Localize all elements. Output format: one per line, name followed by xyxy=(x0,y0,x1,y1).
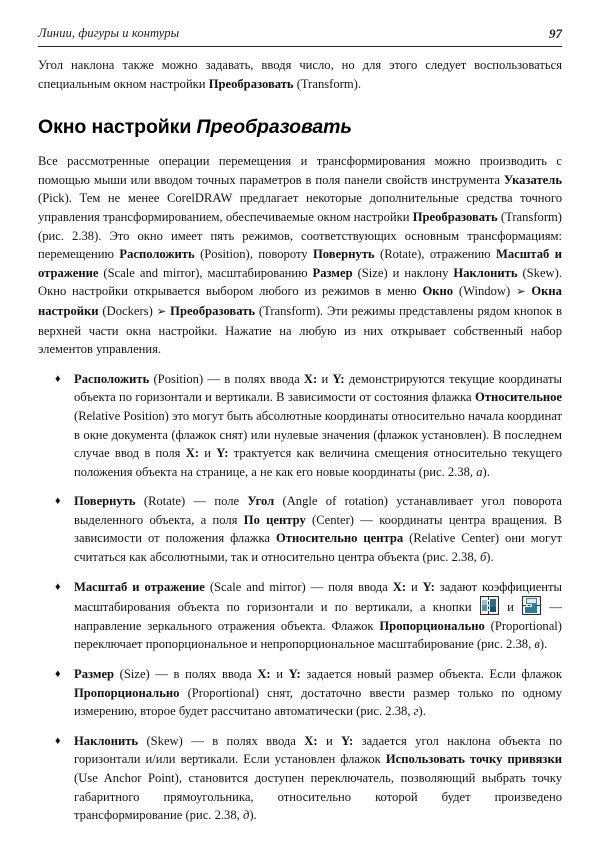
main-bold-8: Окно xyxy=(422,284,454,299)
running-head xyxy=(38,26,562,48)
bullet-bold-3: По центру xyxy=(243,512,306,527)
bullet-seg-5: ). xyxy=(418,704,426,719)
bullet-seg-2: и xyxy=(317,371,333,386)
main-bold-4: Повернуть xyxy=(313,247,375,262)
main-paragraph xyxy=(38,152,562,359)
bullet-seg-3: задается угол наклона объекта по горизонтали и/или вертикали. Если установлен флажок xyxy=(74,733,562,767)
diamond-bullet-icon: ♦ xyxy=(55,580,61,593)
bullet-seg-4: (Relative Position) это могут быть абсолютные координаты относительно начала координат в окне документа (флажок снят) или нулевые значения (флажок установлен). В последнем случае ввод в поля xyxy=(74,408,562,461)
main-bold-6: Размер xyxy=(312,265,353,280)
bullet-seg-6: трактуется как величина смещения относительно текущего положения объекта на странице, а не как его новые координаты (рис. 2.38, xyxy=(74,446,562,479)
main-seg-8: (Skew). Окно настройки открывается выбором любого из режимов в меню xyxy=(38,265,562,299)
main-seg-9: (Window) xyxy=(453,284,516,299)
figure-letter: а xyxy=(476,464,483,479)
bullet-seg-3: (Center) — координаты центра вращения. В зависимости от положения флажка xyxy=(74,512,562,546)
main-seg-5: (Rotate), отражению xyxy=(374,247,496,262)
intro-paragraph xyxy=(38,56,562,93)
bullet-seg-5: ). xyxy=(249,808,257,823)
y-field-label: Y: xyxy=(422,579,435,594)
intro-text-before: Угол наклона также можно задавать, вводя число, но для этого следует воспользоваться специальным окном настройки xyxy=(38,58,562,91)
bullet-bold-2: Пропорционально xyxy=(379,618,485,633)
main-bold-3: Расположить xyxy=(119,247,195,262)
main-seg-2: (Pick). Тем не менее CorelDRAW предлагает некоторые дополнительные средства точного управления трансформированием, обеспечиваемые окном настройки xyxy=(38,191,562,224)
transform-modes-list xyxy=(38,370,562,825)
menu-arrow-icon-2: ➢ xyxy=(156,305,167,318)
header-divider xyxy=(38,46,562,47)
figure-letter: г xyxy=(413,704,419,719)
intro-text-after: (Transform). xyxy=(293,76,361,91)
list-item xyxy=(38,665,562,721)
mirror-axis xyxy=(488,597,489,614)
x-field-label-2: X: xyxy=(185,446,200,461)
x-field-label: X: xyxy=(392,579,407,594)
x-field-label: X: xyxy=(257,667,271,682)
diamond-bullet-icon: ♦ xyxy=(55,668,61,681)
main-bold-1: Указатель xyxy=(503,172,562,187)
y-field-label: Y: xyxy=(341,733,354,748)
main-seg-13: (Transform). Эти режимы представлены рядом кнопок в верхней части окна настройки. Нажатие на любую из них открывает собственный набор элементов управления. xyxy=(38,303,562,357)
y-field-label: Y: xyxy=(288,667,301,682)
bullet-bold-2: Использовать точку привязки xyxy=(385,752,562,767)
mirror-vertical-icon xyxy=(522,596,541,615)
figure-letter: б xyxy=(479,550,487,565)
main-seg-7: (Size) и наклону xyxy=(352,265,454,280)
bullet-seg-2: и xyxy=(317,733,342,748)
bullet-seg-7: ). xyxy=(539,637,548,652)
page-number: 97 xyxy=(549,26,562,41)
main-bold-10: Преобразовать xyxy=(170,303,256,318)
intro-bold-term: Преобразовать xyxy=(208,76,294,91)
bullet-seg-6: (Proportional) переключает пропорциональное и непропорциональное масштабирование (рис. 2.38, xyxy=(74,618,562,652)
section-heading xyxy=(38,115,562,139)
bullet-seg-2: и xyxy=(406,579,423,594)
mirror-shape-right xyxy=(490,599,496,612)
bullet-seg-7: ). xyxy=(482,464,490,479)
bullet-seg-1: (Position) — в полях ввода xyxy=(149,371,304,386)
main-bold-5: Масштаб и отражение xyxy=(38,247,563,280)
bullet-seg-5: ). xyxy=(486,550,494,565)
main-seg-4: (Position), повороту xyxy=(194,247,314,262)
main-seg-6: (Scale and mirror), масштабированию xyxy=(98,265,313,280)
bullet-seg-4: (Use Anchor Point), становится доступен переключатель, позволяющий выбрать точку габаритного прямоугольника, относительно которой будет произведено трансформирование (рис. 2.38, xyxy=(74,771,562,823)
main-seg-11: (Dockers) xyxy=(98,303,157,318)
bullet-seg-3: задается новый размер объекта. Если флажок xyxy=(300,667,562,682)
mirror-shape-bottom xyxy=(525,607,537,613)
bullet-term: Расположить xyxy=(74,371,150,386)
bullet-term: Повернуть xyxy=(74,494,136,509)
bullet-bold-2: Относительное xyxy=(474,390,562,405)
list-item xyxy=(38,370,562,482)
y-field-label: Y: xyxy=(332,371,345,386)
main-bold-2: Преобразовать xyxy=(412,209,498,224)
x-field-label: X: xyxy=(304,733,318,748)
bullet-bold-4: Относительно центра xyxy=(276,531,404,546)
heading-italic: Преобразовать xyxy=(196,116,352,139)
chapter-title: Линии, фигуры и контуры xyxy=(38,26,180,40)
y-field-label-2: Y: xyxy=(216,446,229,461)
x-field-label: X: xyxy=(303,371,318,386)
bullet-seg-5: и xyxy=(199,446,217,461)
figure-letter: в xyxy=(534,637,540,652)
figure-letter: д xyxy=(242,808,250,823)
heading-plain: Окно настройки xyxy=(38,116,197,139)
bullet-seg-2: (Angle of rotation) устанавливает угол поворота выделенного объекта, а поля xyxy=(74,494,562,527)
bullet-seg-4: (Proportional) снят, достаточно ввести размер только по одному измерению, второе будет рассчитано автоматически (рис. 2.38, xyxy=(74,685,562,719)
bullet-seg-1: (Skew) — в полях ввода xyxy=(138,733,305,748)
main-bold-9: Окна настройки xyxy=(38,284,562,318)
bullet-seg-4: и xyxy=(499,600,522,615)
bullet-seg-1: (Size) — в полях ввода xyxy=(114,667,258,682)
bullet-seg-2: и xyxy=(270,667,289,682)
bullet-term: Наклонить xyxy=(74,733,139,748)
mirror-horizontal-icon xyxy=(480,596,499,615)
bullet-term: Масштаб и отражение xyxy=(74,579,205,594)
list-item xyxy=(38,578,562,654)
list-item xyxy=(38,492,562,566)
main-bold-7: Наклонить xyxy=(453,265,518,280)
bullet-seg-5: — направление зеркального отражения объекта. Флажок xyxy=(74,600,563,633)
bullet-seg-1: (Scale and mirror) — поля ввода xyxy=(204,579,393,594)
diamond-bullet-icon: ♦ xyxy=(55,372,61,385)
diamond-bullet-icon: ♦ xyxy=(55,734,61,747)
bullet-seg-4: (Relative Center) они могут считаться как абсолютными, так и относительно центра объекта (рис. 2.38, xyxy=(74,531,562,565)
bullet-seg-3: задают коэффициенты масштабирования объекта по горизонтали и по вертикали, а кнопки xyxy=(74,579,562,615)
diamond-bullet-icon: ♦ xyxy=(55,495,61,508)
main-seg-1: Все рассмотренные операции перемещения и трансформирования можно производить с помощью мыши или вводом точных параметров в поля панели свойств инструмента xyxy=(38,154,562,187)
list-item xyxy=(38,732,562,825)
mirror-shape-left xyxy=(482,600,487,611)
bullet-seg-1: (Rotate) — поле xyxy=(135,494,248,509)
text-column xyxy=(38,56,562,825)
bullet-term: Размер xyxy=(74,667,115,682)
bullet-bold-2: Угол xyxy=(247,494,275,509)
bullet-seg-3: демонстрируются текущие координаты объекта по горизонтали и вертикали. В зависимости от состояния флажка xyxy=(74,371,562,405)
bullet-bold-2: Пропорционально xyxy=(74,685,180,700)
main-seg-3: (Transform) (рис. 2.38). Это окно имеет пять режимов, соответствующих основным трансформациям: перемещению xyxy=(38,209,563,262)
menu-arrow-icon: ➢ xyxy=(515,286,526,299)
